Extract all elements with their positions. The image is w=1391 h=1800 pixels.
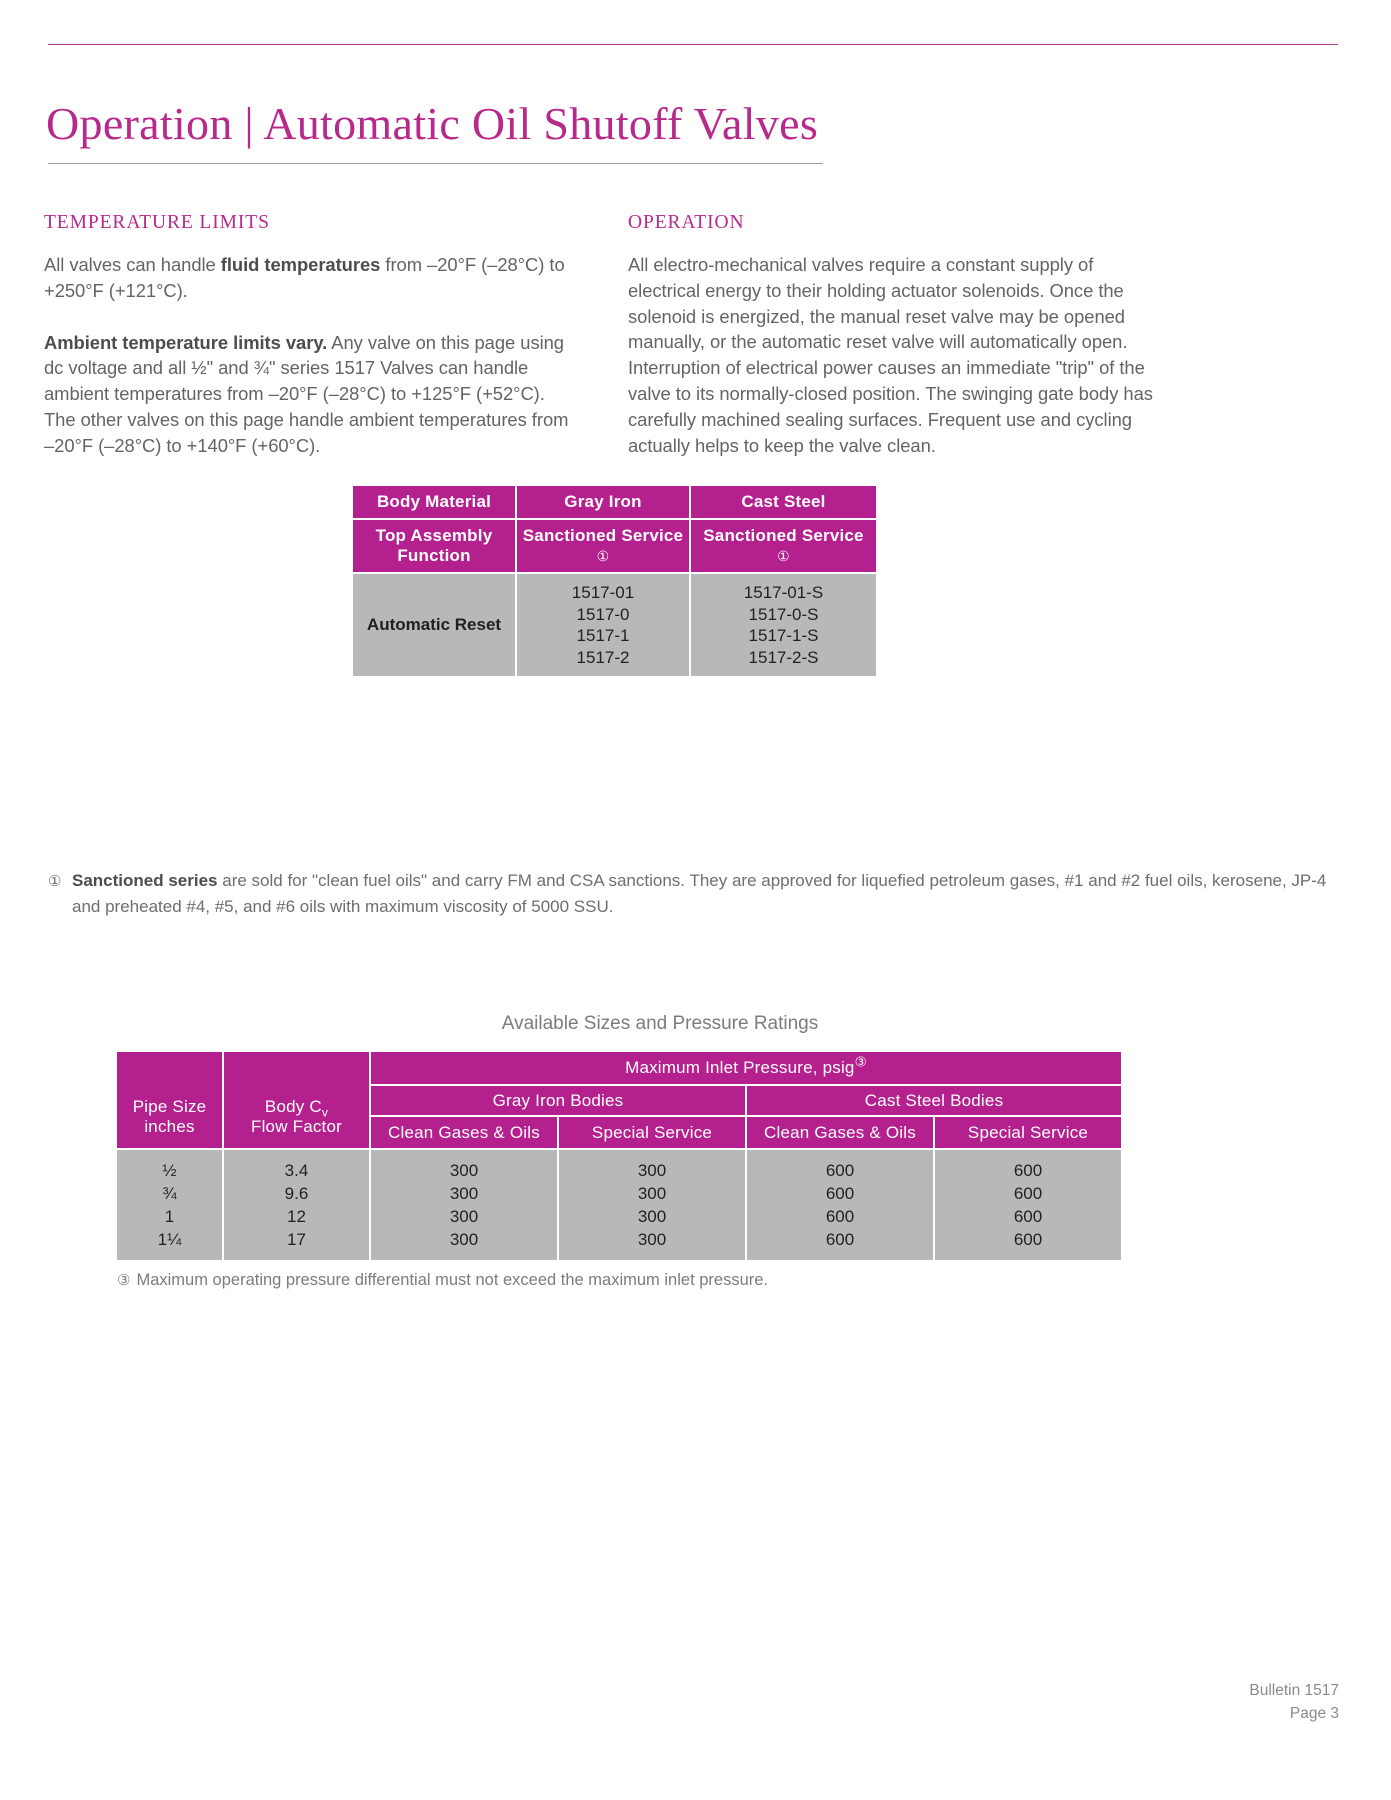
table-row [117, 1182, 1121, 1205]
section-heading-operation: OPERATION [628, 212, 745, 233]
cell-body-cv: 3.4 [224, 1159, 371, 1182]
header-pipe-size [117, 1086, 224, 1150]
header-cast-steel-bodies: Cast Steel Bodies [747, 1086, 1121, 1117]
footnote-text [48, 868, 1338, 920]
part-number: 1517-01 [571, 583, 635, 602]
table-row [353, 486, 876, 520]
cell-gray-clean: 300 [371, 1205, 559, 1228]
spacer-cell [747, 1150, 935, 1159]
header-cast-clean-gases-oils: Clean Gases & Oils [747, 1117, 935, 1150]
column-operation [628, 212, 1163, 458]
footnote-ref-1-icon: ① [596, 548, 610, 564]
part-number: 1517-0-S [748, 604, 819, 624]
cell-cast-steel-part-numbers [691, 574, 876, 676]
cell-automatic-reset: Automatic Reset [353, 574, 517, 676]
header-cast-special-service: Special Service [935, 1117, 1121, 1150]
emphasis-text: fluid temperatures [220, 254, 381, 275]
cell-cast-clean: 600 [747, 1228, 935, 1251]
column-temperature-limits [44, 212, 579, 459]
sanctioned-service-label: Sanctioned Service [703, 526, 864, 545]
header-spacer-pipe [117, 1052, 224, 1086]
table-spacer-row [117, 1251, 1121, 1260]
cv-line1: Body $C_v$ [264, 1097, 329, 1120]
cell-cast-clean: 600 [747, 1159, 935, 1182]
header-gray-iron-bodies: Gray Iron Bodies [371, 1086, 747, 1117]
spacer-cell [117, 1150, 224, 1159]
spacer-cell [935, 1251, 1121, 1260]
emphasis-text: Ambient temperature limits vary. [44, 331, 328, 353]
pipe-size-line2: inches [144, 1117, 195, 1136]
spacer-cell [559, 1150, 747, 1159]
spacer-cell [747, 1251, 935, 1260]
cell-gray-special: 300 [559, 1182, 747, 1205]
cell-cast-special: 600 [935, 1159, 1121, 1182]
body-text: are sold for "clean fuel oils" and carry FM and CSA sanctions. They are approved for liquefied petroleum gases, #1 and #2 fuel oils, kerosene, JP-4 and preheated #4, #5, and #6 oils with maximum viscosity of 5000 SSU. [72, 871, 1327, 916]
cell-cast-special: 600 [935, 1205, 1121, 1228]
bulletin-number: Bulletin 1517 [1249, 1682, 1339, 1699]
table-row [117, 1052, 1121, 1086]
spacer-cell [559, 1251, 747, 1260]
title-underline-rule [48, 163, 823, 164]
part-number: 1517-1-S [748, 626, 819, 645]
footnote-mark-1-icon: ① [48, 873, 62, 890]
header-gray-clean-gases-oils: Clean Gases & Oils [371, 1117, 559, 1150]
cell-gray-special: 300 [559, 1159, 747, 1182]
cell-body-cv: 12 [224, 1205, 371, 1228]
emphasis-text: Sanctioned series [72, 871, 218, 890]
cell-cast-clean: 600 [747, 1182, 935, 1205]
part-number: 1517-2 [576, 647, 630, 667]
table-spacer-row [117, 1150, 1121, 1159]
header-gray-iron-sanctioned-service [517, 520, 691, 574]
table-row [353, 520, 876, 574]
body-text: from –20°F (–28°C) to +250°F (+121°C). [44, 254, 565, 301]
table-sizes-and-pressure-ratings [117, 1052, 1121, 1260]
cell-gray-clean: 300 [371, 1159, 559, 1182]
paragraph-operation [628, 252, 1163, 458]
header-gray-iron: Gray Iron [517, 486, 691, 520]
footnote-sanctioned-series [48, 868, 1338, 920]
header-maximum-inlet-pressure [371, 1052, 1121, 1086]
footnote-ref-1-icon: ① [777, 548, 790, 564]
table-row [117, 1086, 1121, 1117]
spacer-cell [371, 1251, 559, 1260]
footnote-mark-3-icon: ③ [117, 1272, 131, 1289]
spacer-cell [935, 1150, 1121, 1159]
footnote-ref-3-icon: ③ [854, 1054, 867, 1070]
header-top-assembly-function [353, 520, 517, 574]
spacer-cell [224, 1150, 371, 1159]
header-body-cv-flow-factor [224, 1086, 371, 1150]
page-title: Operation | Automatic Oil Shutoff Valves [46, 97, 819, 149]
table-row [117, 1159, 1121, 1182]
part-number: 1517-1 [576, 626, 630, 645]
header-cast-steel: Cast Steel [691, 486, 876, 520]
cell-gray-clean: 300 [371, 1182, 559, 1205]
footnote-maximum-operating-pressure [117, 1271, 768, 1290]
body-text: Any valve on this page using dc voltage and all ½" and ¾" series 1517 Valves can handle ambient temperatures from –20°F (–28°C) to +125°F (+52°C). The other valves on this page handle ambient temperatures from –20°F (–28°C) to +140°F (+60°C). [44, 331, 569, 456]
cell-gray-iron-part-numbers [517, 574, 691, 676]
header-cast-steel-sanctioned-service [691, 520, 876, 574]
top-assembly-line1: Top Assembly [375, 526, 493, 545]
header-body-material: Body Material [353, 486, 517, 520]
body-text: All electro-mechanical valves require a constant supply of electrical energy to their holding actuator solenoids. Once the solenoid is energized, the manual reset valve may be opened manually, or the automatic reset valve will automatically open. Interruption of electrical power causes an immediate "trip" of the valve to its normally-closed position. The swinging gate body has carefully machined sealing surfaces. Frequent use and cycling actually helps to keep the valve clean. [628, 254, 1153, 456]
spacer-cell [224, 1251, 371, 1260]
paragraph-ambient-temperature [44, 330, 579, 459]
cell-gray-special: 300 [559, 1228, 747, 1251]
top-assembly-line2: Function [397, 546, 471, 565]
maximum-inlet-pressure-label: Maximum Inlet Pressure, psig [625, 1058, 855, 1077]
page-number: Page 3 [1289, 1705, 1339, 1722]
cell-gray-clean: 300 [371, 1228, 559, 1251]
table-row [353, 574, 876, 676]
part-number: 1517-0 [576, 604, 630, 624]
cell-pipe-size: 1 [117, 1205, 224, 1228]
header-spacer-cv [224, 1052, 371, 1086]
header-gray-special-service: Special Service [559, 1117, 747, 1150]
cell-cast-special: 600 [935, 1228, 1121, 1251]
cell-body-cv: 17 [224, 1228, 371, 1251]
table-caption-available-sizes: Available Sizes and Pressure Ratings [501, 1013, 819, 1034]
cell-pipe-size: ¾ [117, 1182, 224, 1205]
pipe-size-line1: Pipe Size [132, 1097, 207, 1116]
paragraph-fluid-temperatures [44, 252, 579, 304]
table-row [117, 1205, 1121, 1228]
cell-gray-special: 300 [559, 1205, 747, 1228]
header-rule [48, 44, 1338, 45]
table-row [117, 1228, 1121, 1251]
part-number: 1517-01-S [743, 583, 824, 602]
body-text: All valves can handle [44, 254, 221, 275]
cell-pipe-size: ½ [117, 1159, 224, 1182]
sanctioned-service-label: Sanctioned Service [522, 526, 684, 545]
cell-pipe-size: 1¼ [117, 1228, 224, 1251]
cv-line2: Flow Factor [251, 1117, 342, 1136]
cell-body-cv: 9.6 [224, 1182, 371, 1205]
cv-subscript: v [321, 1105, 329, 1120]
part-number: 1517-2-S [748, 647, 819, 667]
table-body-material [353, 486, 876, 676]
page-footer [1249, 1679, 1339, 1725]
spacer-cell [371, 1150, 559, 1159]
spacer-cell [117, 1251, 224, 1260]
cell-cast-special: 600 [935, 1182, 1121, 1205]
cell-cast-clean: 600 [747, 1205, 935, 1228]
section-heading-temperature-limits: TEMPERATURE LIMITS [44, 212, 270, 233]
footnote-text: Maximum operating pressure differential must not exceed the maximum inlet pressure. [136, 1271, 769, 1289]
